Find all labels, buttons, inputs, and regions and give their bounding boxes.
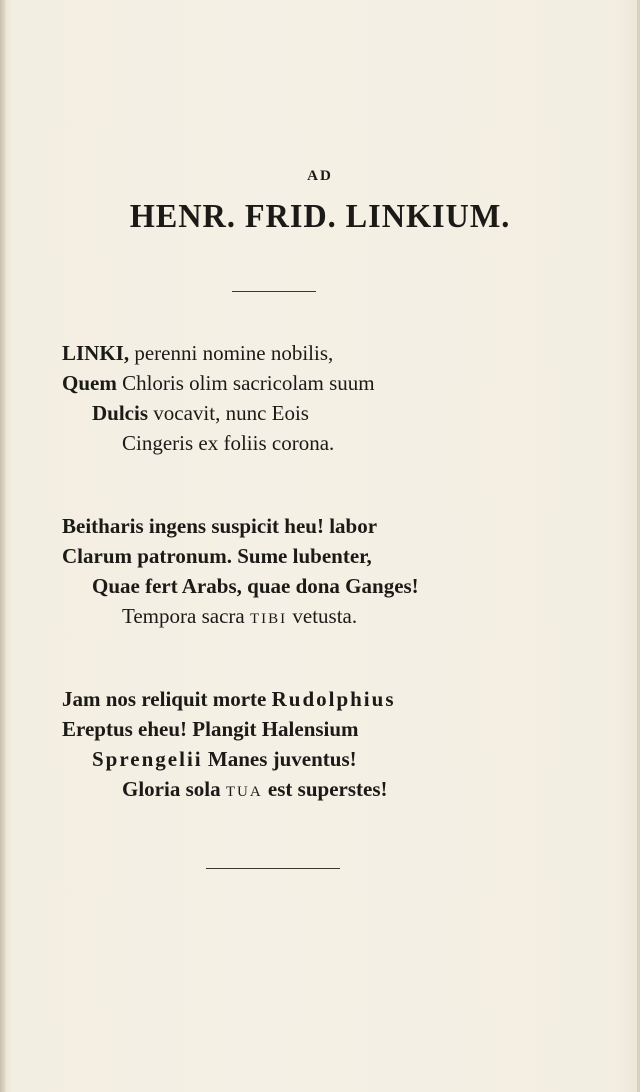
verse-text: Sprengelii	[92, 747, 203, 771]
verse-text: Rudolphius	[271, 687, 396, 711]
verse-text: TUA	[225, 784, 263, 800]
verse-text: perenni nomine nobilis,	[134, 341, 334, 365]
verse-text: Chloris olim sacricolam suum	[122, 371, 375, 395]
verse-text: Manes juventus!	[202, 747, 357, 771]
ornamental-rule-top	[232, 291, 316, 292]
verse-text: vocavit, nunc Eois	[153, 401, 309, 425]
verse-line	[92, 400, 309, 426]
verse-line	[122, 776, 387, 805]
verse-text: Beitharis ingens suspicit heu! labor	[62, 514, 378, 538]
dedication-prefix: AD	[307, 168, 333, 184]
verse-text: vetusta.	[287, 604, 358, 628]
verse-text: TIBI	[249, 611, 288, 627]
verse-text: Jam nos reliquit morte	[62, 687, 272, 711]
verse-text: Tempora sacra	[122, 604, 250, 628]
verse-text: Gloria sola	[122, 777, 226, 801]
verse-line	[62, 686, 396, 712]
verse-line	[122, 603, 357, 632]
verse-text: Clarum patronum. Sume lubenter,	[62, 544, 372, 568]
verse-text: Dulcis	[92, 401, 154, 425]
verse-text: Quem	[62, 371, 123, 395]
verse-line	[92, 573, 419, 599]
verse-line	[122, 430, 334, 456]
verse-line	[62, 716, 359, 742]
verse-line	[62, 513, 377, 539]
verse-text: Cingeris ex foliis corona.	[122, 431, 335, 455]
verse-text: Quae fert Arabs, quae dona Ganges!	[92, 574, 419, 598]
verse-line	[92, 746, 357, 772]
page-binding-edge	[0, 0, 6, 1092]
ornamental-rule-bottom	[206, 868, 340, 869]
verse-line	[62, 543, 372, 569]
dedication-title: HENR. FRID. LINKIUM.	[129, 198, 511, 235]
verse-text: Ereptus eheu! Plangit Halensium	[62, 717, 359, 741]
verse-line	[62, 340, 333, 366]
verse-line	[62, 370, 375, 396]
verse-text: est superstes!	[262, 777, 388, 801]
verse-text: LINKI,	[62, 341, 135, 365]
